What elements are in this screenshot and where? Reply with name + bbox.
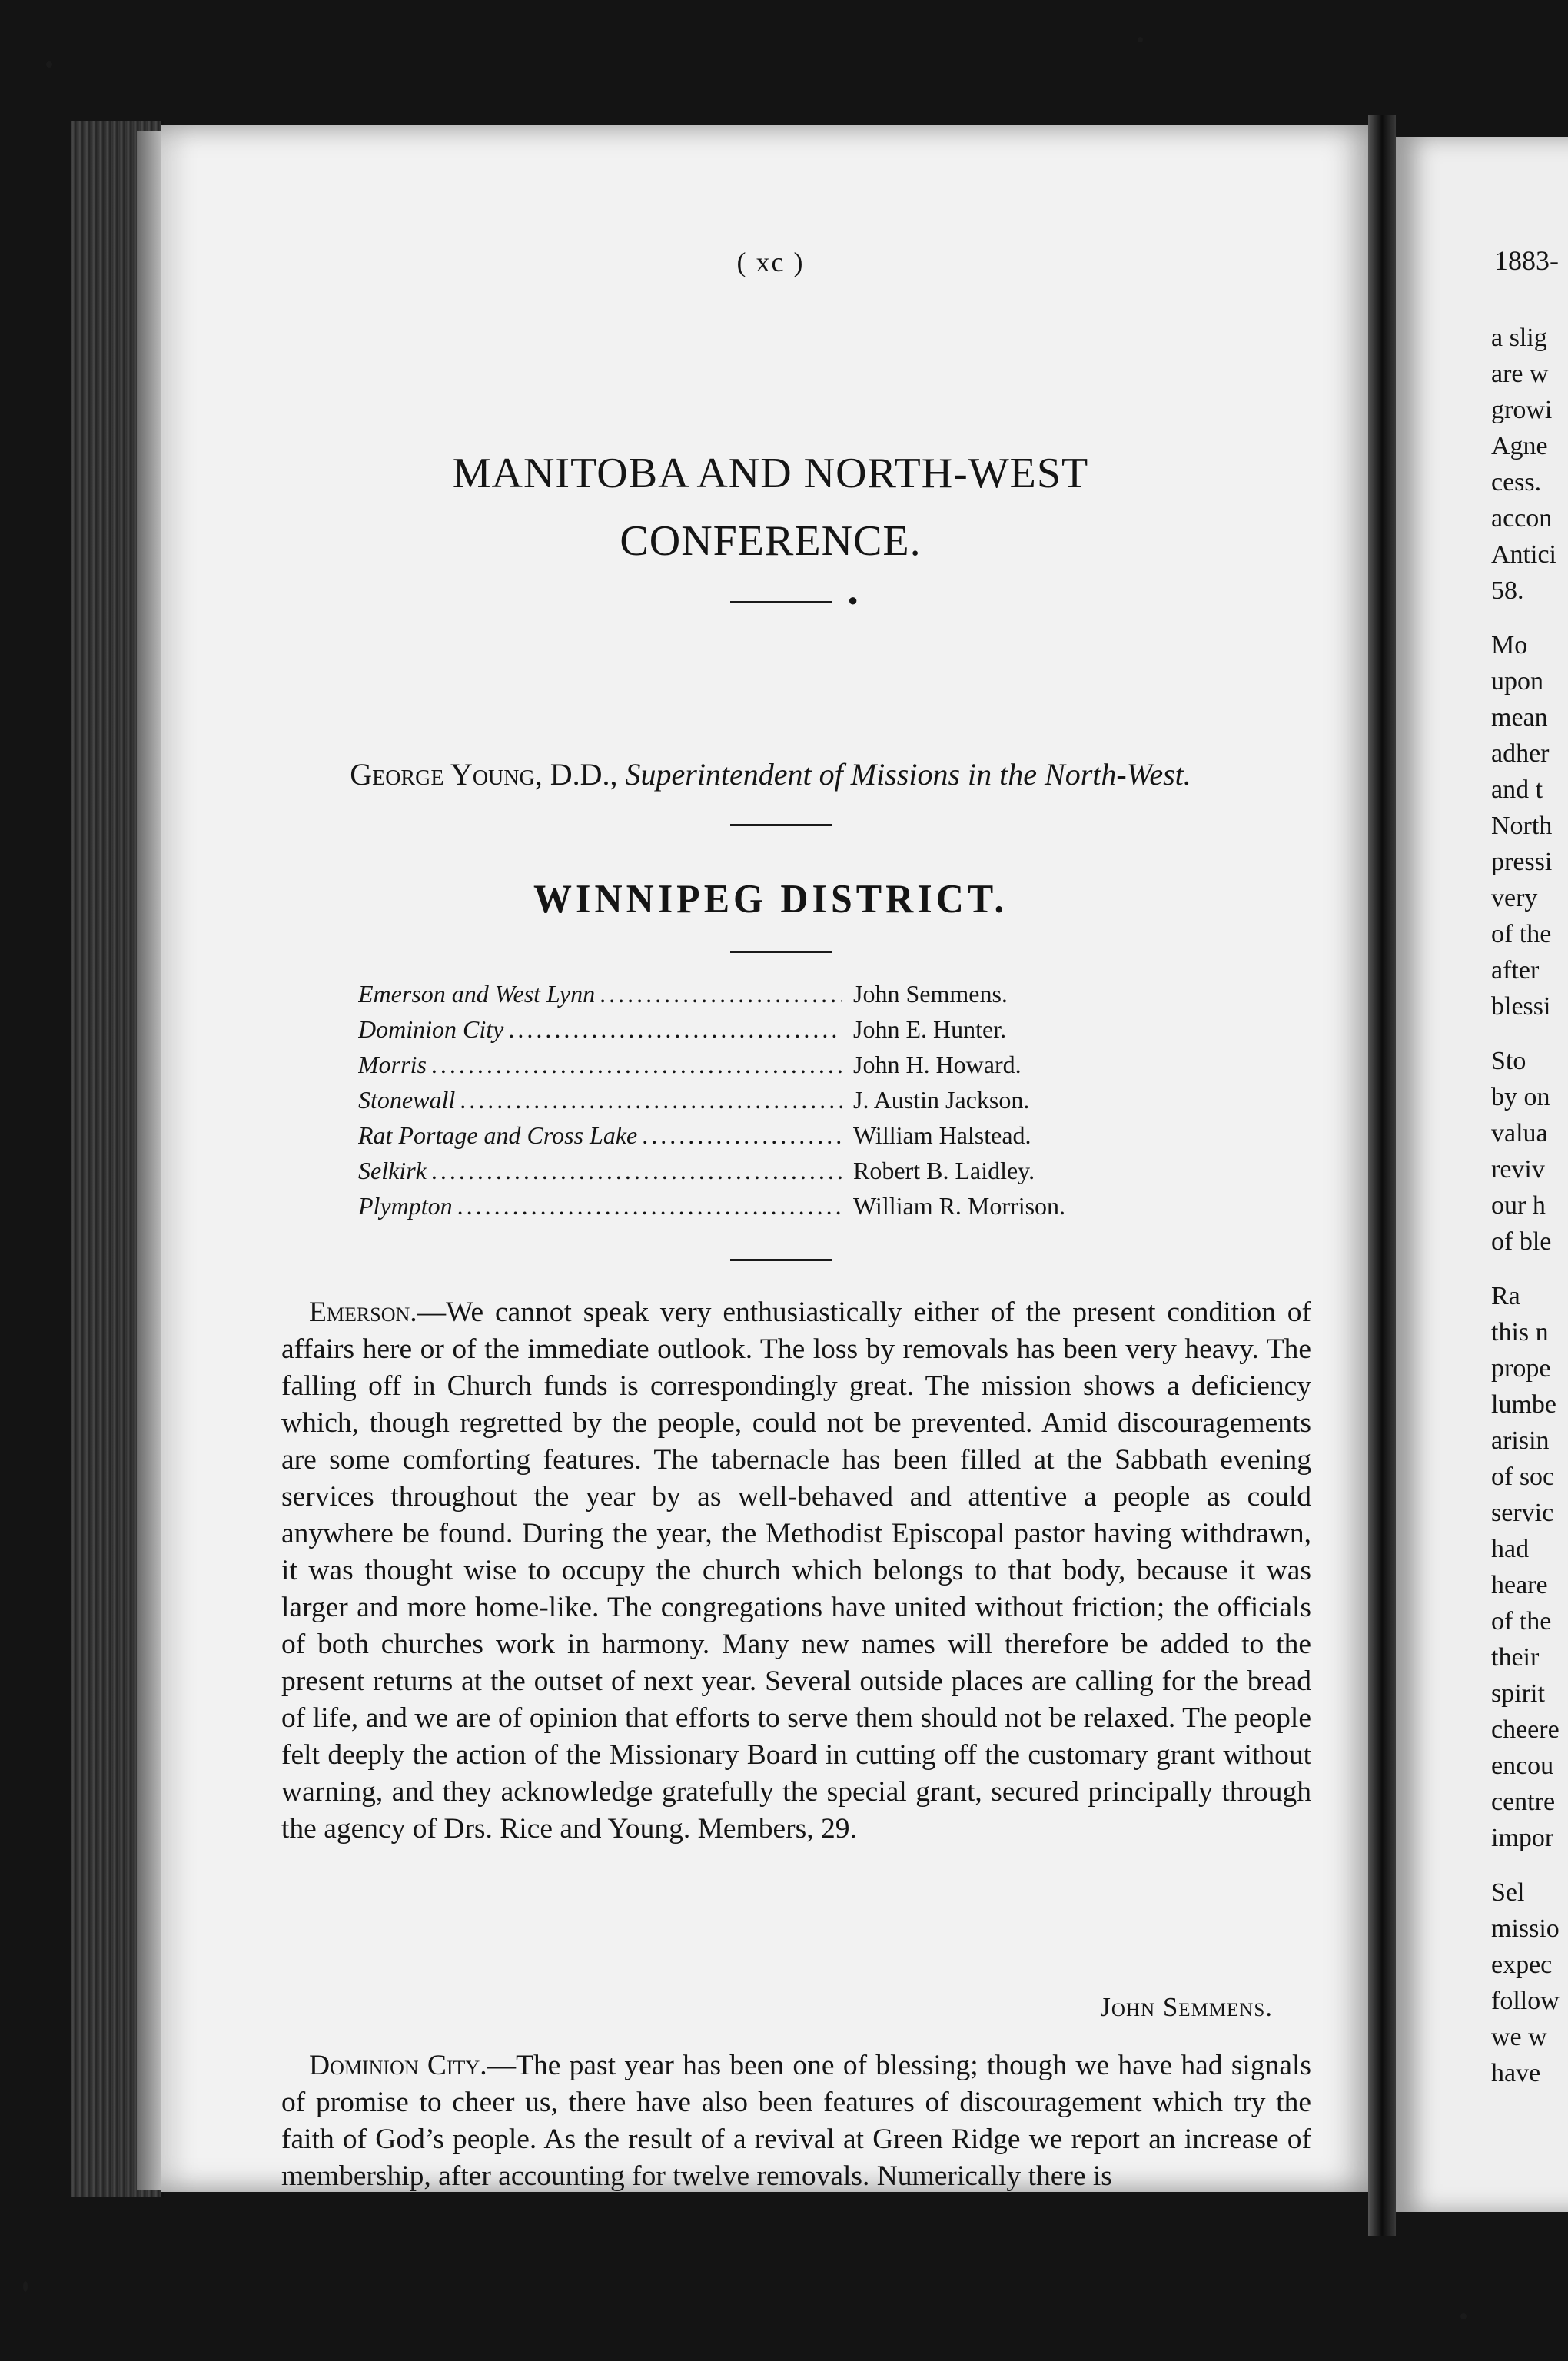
appointment-row (358, 976, 1357, 1011)
divider-rule (730, 601, 832, 603)
facing-page-line: of ble (1491, 1227, 1552, 1256)
appointment-row (358, 1011, 1357, 1047)
facing-page-line: Ra (1491, 1282, 1520, 1310)
facing-page-line: reviv (1491, 1155, 1545, 1184)
facing-page-line: a slig (1491, 324, 1547, 352)
report-dominion-city (281, 2047, 1311, 2195)
report-text: —We cannot speak very enthusiastically either of the present condition of affairs here or of the immediate outlook. The loss by removals has been very heavy. The falling off in Church funds is correspondingly great. The mission shows a deficiency which, though regretted by the people, could not be prevented. Amid discouragements are some comforting features. The tabernacle has been filled at the Sabbath evening services throughout the year by as well-behaved and attentive a people as could anywhere be found. During the year, the Methodist Episcopal pastor having withdrawn, it was thought wise to occupy the church which belongs to that body, because it was larger and more home-like. The congregations have united without friction; the officials of both churches work in harmony. Many new names will therefore be added to the present returns at the outset of next year. Several outside places are calling for the bread of life, and we are of opinion that efforts to serve them should not be relaxed. The people felt deeply the action of the Missionary Board in cutting off the customary grant without warning, and they acknowledge gratefully the special grant, secured principally through the agency of Drs. Rice and Young. Members, 29. (281, 1297, 1311, 1845)
scan-speck (1460, 2313, 1467, 2319)
report-signature: John Semmens. (1100, 1992, 1273, 2022)
facing-page-line: and t (1491, 775, 1543, 804)
facing-page-line: Mo (1491, 631, 1528, 659)
report-text: —The past year has been one of blessing; though we have had signals of promise to cheer us, there have also been features of discouragement which try the faith of God’s people. As the result of a revival at Green Ridge we report an increase of membership, after accounting for twelve removals. Numerically there is (281, 2050, 1311, 2192)
scan-speck (1138, 37, 1143, 42)
station-name: Plympton (358, 1192, 453, 1220)
scan-speck (23, 2281, 28, 2292)
station-name: Rat Portage and Cross Lake (358, 1121, 638, 1149)
facing-page-line: of soc (1491, 1463, 1555, 1491)
appointments-list (358, 976, 1357, 1224)
minister-name: William R. Morrison. (853, 1192, 1066, 1220)
facing-page-line: Sel (1491, 1878, 1525, 1907)
facing-page-line: adher (1491, 739, 1550, 768)
facing-page-line: after (1491, 956, 1540, 985)
minister-name: J. Austin Jackson. (853, 1086, 1030, 1114)
leader-dots (642, 1117, 842, 1153)
facing-page-line: cheere (1491, 1715, 1560, 1744)
facing-page-line: mean (1491, 703, 1548, 732)
minister-name: Robert B. Laidley. (853, 1157, 1035, 1184)
conference-title (161, 440, 1380, 575)
station-name: Selkirk (358, 1157, 427, 1184)
facing-page-line: accon (1491, 504, 1553, 533)
leader-dots (457, 1188, 842, 1224)
facing-page-line: encou (1491, 1752, 1554, 1780)
facing-page-line: 58. (1491, 576, 1524, 605)
station-name: Morris (358, 1051, 427, 1078)
divider-rule (730, 951, 832, 953)
facing-page-line: by on (1491, 1083, 1550, 1111)
leader-dots (431, 1153, 842, 1188)
facing-page-line: very (1491, 884, 1538, 912)
page-edge-highlight (137, 131, 161, 2190)
facing-page-line: centre (1491, 1788, 1556, 1816)
station-name: Stonewall (358, 1086, 456, 1114)
minister-name: John Semmens. (853, 980, 1008, 1008)
facing-page-line: expec (1491, 1951, 1553, 1979)
superintendent-name: George Young (350, 757, 535, 792)
appointment-row (358, 1117, 1357, 1153)
facing-page-line: arisin (1491, 1426, 1550, 1455)
appointment-row (358, 1153, 1357, 1188)
superintendent-line (161, 756, 1380, 792)
leader-dots (431, 1047, 842, 1082)
page-number: ( xc ) (736, 247, 805, 277)
facing-page-line: their (1491, 1643, 1540, 1672)
appointment-row (358, 1047, 1357, 1082)
conference-title-line1: MANITOBA AND NORTH-WEST (452, 450, 1089, 497)
station-name: Emerson and West Lynn (358, 980, 596, 1008)
facing-page (1396, 137, 1568, 2212)
leader-dots (600, 976, 842, 1011)
facing-page-line: this n (1491, 1318, 1549, 1347)
facing-page-line: upon (1491, 667, 1543, 696)
superintendent-degree: , D.D., (534, 757, 626, 792)
facing-page-line: of the (1491, 920, 1552, 948)
facing-page-line: impor (1491, 1824, 1554, 1852)
leader-dots (508, 1011, 842, 1047)
conference-title-line2: CONFERENCE. (620, 517, 922, 565)
minister-name: William Halstead. (853, 1121, 1031, 1149)
facing-page-line: growi (1491, 396, 1553, 424)
facing-page-line: follow (1491, 1987, 1560, 2015)
facing-page-text (1491, 320, 1560, 2091)
facing-page-line: we w (1491, 2023, 1547, 2051)
facing-page-line: missio (1491, 1914, 1560, 1943)
facing-page-line: valua (1491, 1119, 1548, 1147)
facing-page-line: have (1491, 2059, 1541, 2087)
appointment-row (358, 1188, 1357, 1224)
facing-page-line: had (1491, 1535, 1530, 1563)
report-emerson (281, 1294, 1311, 1848)
ornament-dot: ● (848, 590, 859, 609)
minister-name: John H. Howard. (853, 1051, 1022, 1078)
report-lead: Emerson. (309, 1297, 417, 1328)
facing-page-line: our h (1491, 1191, 1546, 1220)
leader-dots (460, 1082, 842, 1117)
facing-page-line: servic (1491, 1499, 1554, 1527)
facing-page-line: are w (1491, 360, 1549, 388)
left-page (161, 125, 1380, 2192)
minister-name: John E. Hunter. (853, 1015, 1007, 1043)
book-gutter (1368, 115, 1396, 2236)
facing-page-line: blessi (1491, 992, 1551, 1021)
appointment-row (358, 1082, 1357, 1117)
facing-page-line: pressi (1491, 848, 1553, 876)
facing-page-line: Agne (1491, 432, 1548, 460)
divider-rule (730, 824, 832, 826)
facing-page-line: lumbe (1491, 1390, 1556, 1419)
superintendent-title: Superintendent of Missions in the North-West. (625, 757, 1191, 792)
facing-page-line: spirit (1491, 1679, 1545, 1708)
facing-page-line: North (1491, 812, 1553, 840)
facing-page-line: heare (1491, 1571, 1548, 1599)
facing-page-line: Antici (1491, 540, 1556, 569)
scan-speck (46, 61, 52, 68)
facing-page-line: cess. (1491, 468, 1542, 496)
facing-page-line: prope (1491, 1354, 1551, 1383)
report-lead: Dominion City. (309, 2050, 487, 2081)
district-heading: WINNIPEG DISTRICT. (533, 875, 1008, 921)
station-name: Dominion City (358, 1015, 504, 1043)
facing-page-line: Sto (1491, 1047, 1526, 1075)
divider-rule (730, 1259, 832, 1261)
facing-page-line: of the (1491, 1607, 1552, 1635)
facing-page-header: 1883- (1494, 245, 1559, 276)
